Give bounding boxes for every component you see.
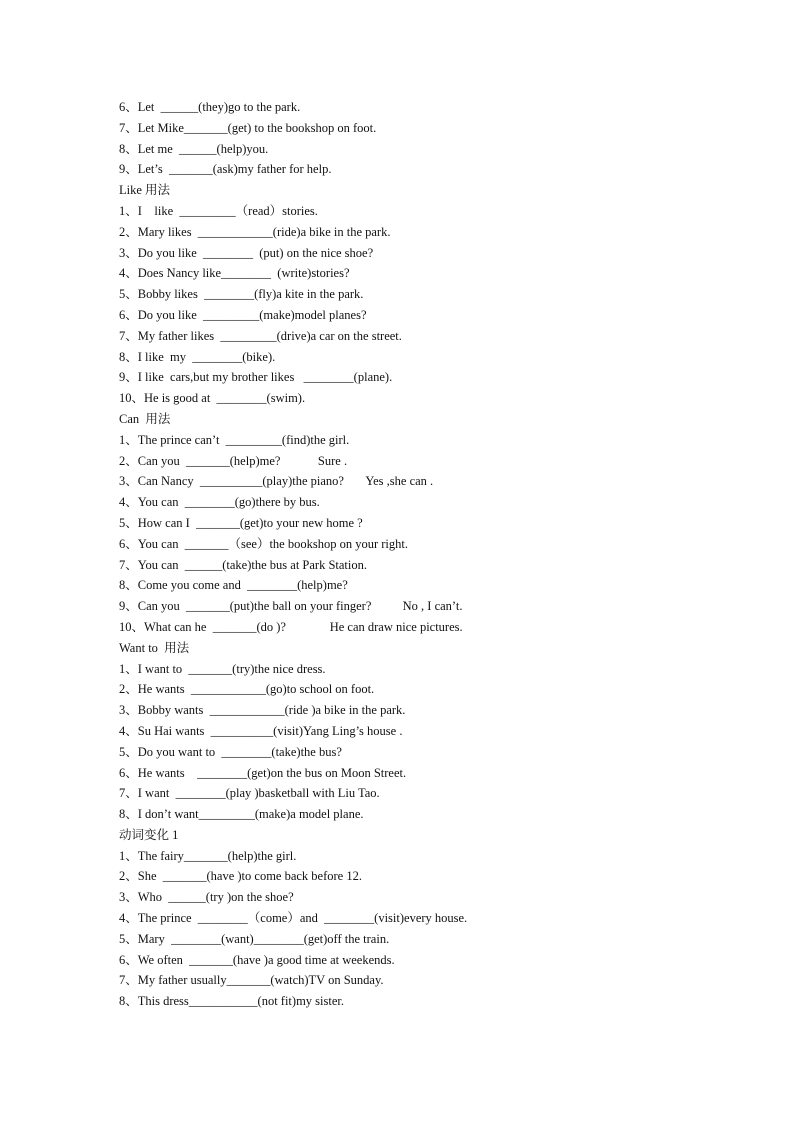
section-heading-like: Like 用法 bbox=[119, 183, 171, 198]
exercise-line: 4、You can ________(go)there by bus. bbox=[119, 495, 320, 510]
exercise-line: 1、I like _________（read）stories. bbox=[119, 203, 318, 218]
exercise-line: 6、Do you like _________(make)model planes? bbox=[119, 307, 367, 322]
exercise-line: 5、Mary ________(want)________(get)off the train. bbox=[119, 931, 390, 946]
exercise-line: 9、Can you _______(put)the ball on your finger? No , I can’t. bbox=[119, 599, 463, 614]
exercise-line: 9、Let’s _______(ask)my father for help. bbox=[119, 162, 332, 177]
exercise-line: 4、Does Nancy like________ (write)stories? bbox=[119, 266, 350, 281]
section-heading-want-to: Want to 用法 bbox=[119, 640, 190, 655]
exercise-line: 10、What can he _______(do )? He can draw nice pictures. bbox=[119, 619, 463, 634]
exercise-line: 7、I want ________(play )basketball with Liu Tao. bbox=[119, 786, 380, 801]
exercise-line: 9、I like cars,but my brother likes ________(plane). bbox=[119, 370, 393, 385]
exercise-line: 8、Come you come and ________(help)me? bbox=[119, 578, 348, 593]
exercise-line: 2、Can you _______(help)me? Sure . bbox=[119, 453, 348, 468]
exercise-line: 7、Let Mike_______(get) to the bookshop on foot. bbox=[119, 120, 377, 135]
exercise-line: 7、My father usually_______(watch)TV on Sunday. bbox=[119, 973, 384, 988]
exercise-line: 6、We often _______(have )a good time at weekends. bbox=[119, 952, 395, 967]
exercise-line: 5、Bobby likes ________(fly)a kite in the park. bbox=[119, 287, 364, 302]
exercise-line: 10、He is good at ________(swim). bbox=[119, 391, 306, 406]
exercise-line: 6、Let ______(they)go to the park. bbox=[119, 100, 301, 114]
section-heading-can: Can 用法 bbox=[119, 411, 171, 426]
exercise-line: 3、Do you like ________ (put) on the nice shoe? bbox=[119, 245, 374, 260]
exercise-line: 2、She _______(have )to come back before 12. bbox=[119, 869, 362, 884]
section-heading-verb-change: 动词变化 1 bbox=[119, 827, 179, 842]
exercise-line: 5、How can I _______(get)to your new home ? bbox=[119, 515, 363, 530]
exercise-line: 8、I like my ________(bike). bbox=[119, 349, 276, 364]
exercise-line: 7、My father likes _________(drive)a car on the street. bbox=[119, 328, 402, 343]
exercise-line: 6、You can _______（see）the bookshop on your right. bbox=[119, 536, 408, 551]
exercise-line: 8、This dress___________(not fit)my sister. bbox=[119, 994, 344, 1009]
exercise-line: 3、Bobby wants ____________(ride )a bike in the park. bbox=[119, 703, 406, 718]
exercise-line: 2、Mary likes ____________(ride)a bike in the park. bbox=[119, 224, 391, 239]
exercise-line: 4、Su Hai wants __________(visit)Yang Ling’s house . bbox=[119, 723, 403, 738]
exercise-line: 1、The prince can’t _________(find)the girl. bbox=[119, 432, 350, 447]
exercise-line: 5、Do you want to ________(take)the bus? bbox=[119, 744, 342, 759]
exercise-line: 1、I want to _______(try)the nice dress. bbox=[119, 661, 326, 676]
exercise-line: 8、I don’t want_________(make)a model plane. bbox=[119, 807, 364, 822]
exercise-line: 6、He wants ________(get)on the bus on Moon Street. bbox=[119, 765, 407, 780]
exercise-line: 2、He wants ____________(go)to school on foot. bbox=[119, 682, 375, 697]
exercise-line: 4、The prince ________（come）and ________(visit)every house. bbox=[119, 911, 468, 926]
exercise-line: 1、The fairy_______(help)the girl. bbox=[119, 848, 297, 863]
exercise-line: 8、Let me ______(help)you. bbox=[119, 141, 269, 156]
worksheet-page bbox=[119, 97, 759, 1012]
exercise-line: 7、You can ______(take)the bus at Park Station. bbox=[119, 557, 368, 572]
exercise-line: 3、Can Nancy __________(play)the piano? Yes ,she can . bbox=[119, 474, 434, 489]
exercise-line: 3、Who ______(try )on the shoe? bbox=[119, 890, 294, 905]
